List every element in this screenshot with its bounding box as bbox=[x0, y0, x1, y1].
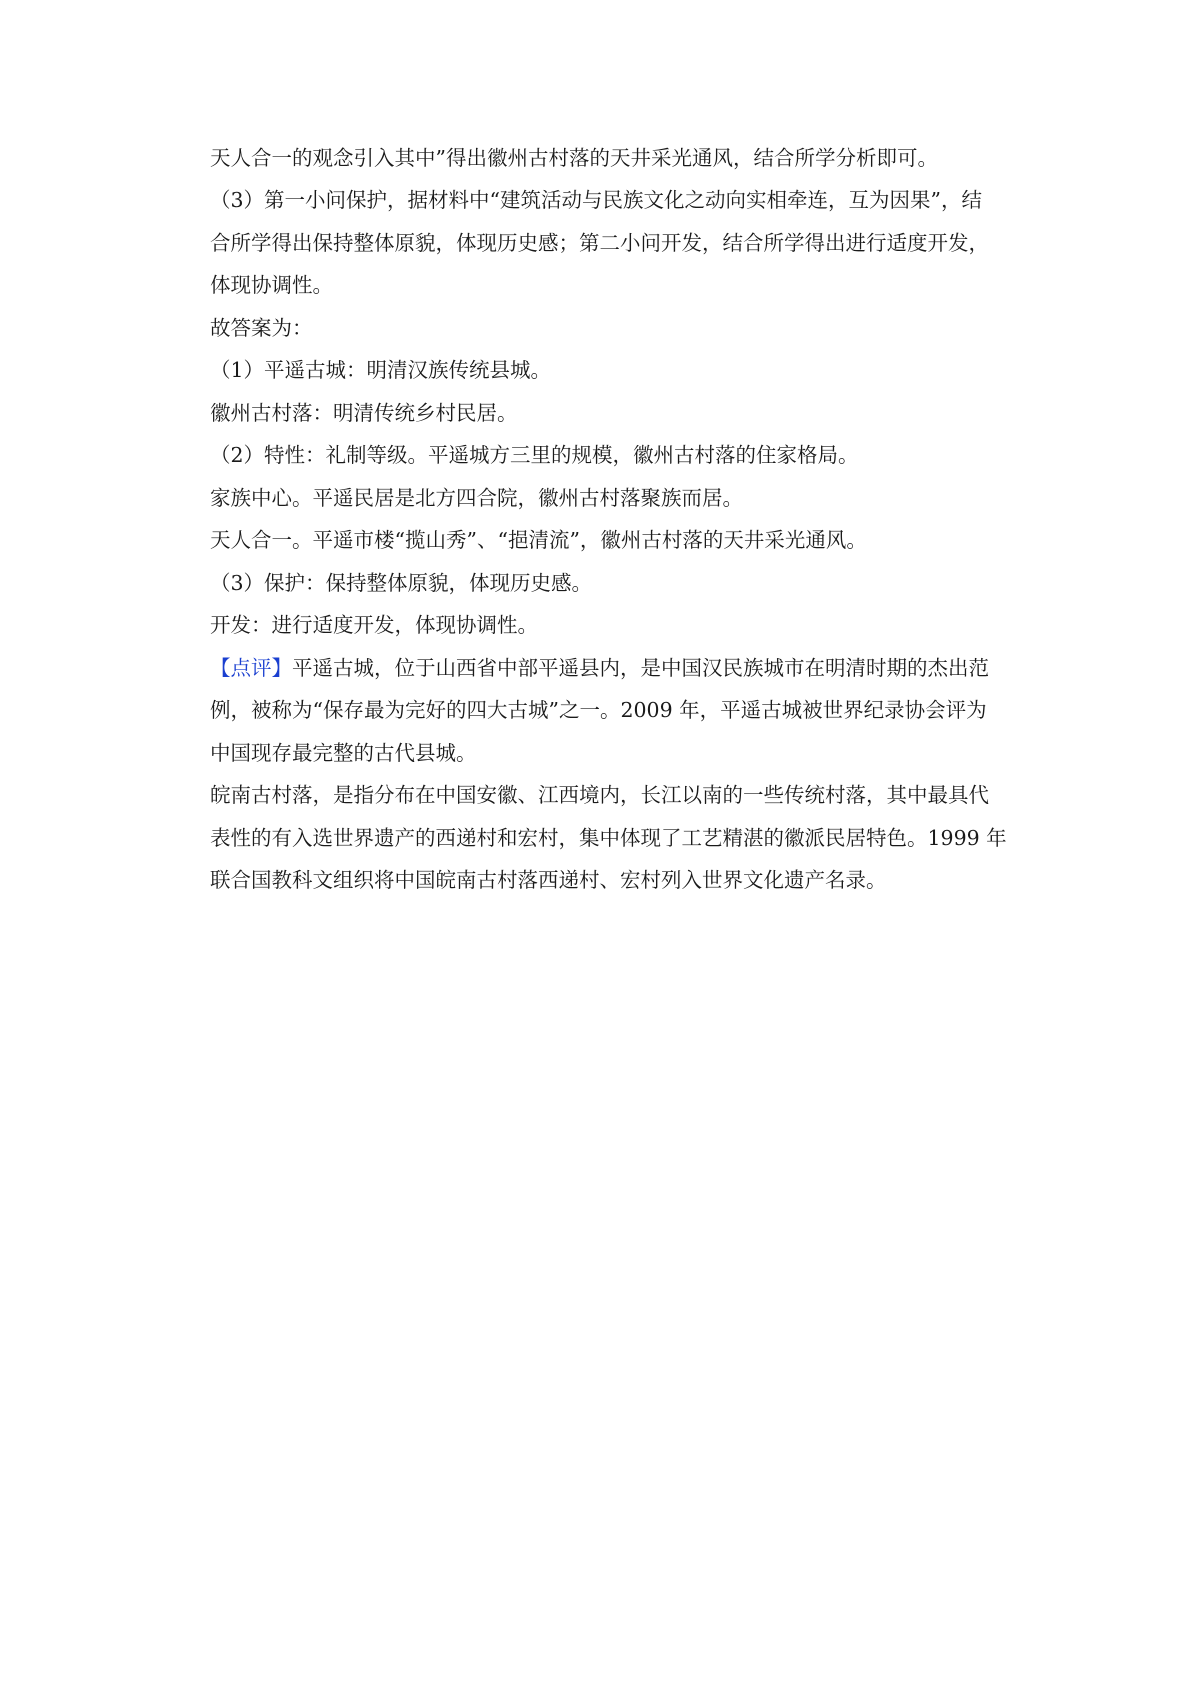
text-line: 徽州古村落：明清传统乡村民居。 bbox=[210, 401, 518, 425]
text-line: （1）平遥古城：明清汉族传统县城。 bbox=[210, 358, 552, 382]
text-line: 开发：进行适度开发，体现协调性。 bbox=[210, 613, 538, 637]
comment-line: 中国现存最完整的古代县城。 bbox=[210, 741, 477, 765]
text-line: （3）第一小问保护，据材料中“建筑活动与民族文化之动向实相牵连，互为因果”，结 bbox=[210, 188, 983, 212]
text-line: （2）特性：礼制等级。平遥城方三里的规模，徽州古村落的住家格局。 bbox=[210, 443, 859, 467]
text-line: 家族中心。平遥民居是北方四合院，徽州古村落聚族而居。 bbox=[210, 486, 743, 510]
text-line: 天人合一的观念引入其中”得出徽州古村落的天井采光通风，结合所学分析即可。 bbox=[210, 146, 938, 170]
comment-line: 例，被称为“保存最为完好的四大古城”之一。2009 年，平遥古城被世界纪录协会评为 bbox=[210, 698, 987, 722]
text-line: 天人合一。平遥市楼“揽山秀”、“挹清流”，徽州古村落的天井采光通风。 bbox=[210, 528, 867, 552]
comment-label: 【点评】 bbox=[210, 656, 292, 680]
comment-text: 平遥古城，位于山西省中部平遥县内，是中国汉民族城市在明清时期的杰出范 bbox=[292, 656, 989, 680]
text-line: 故答案为： bbox=[210, 316, 313, 340]
comment-line: 联合国教科文组织将中国皖南古村落西递村、宏村列入世界文化遗产名录。 bbox=[210, 868, 887, 892]
text-line: 合所学得出保持整体原貌，体现历史感；第二小问开发，结合所学得出进行适度开发， bbox=[210, 231, 989, 255]
comment-line: 皖南古村落，是指分布在中国安徽、江西境内，长江以南的一些传统村落，其中最具代 bbox=[210, 783, 989, 807]
comment-line: 表性的有入选世界遗产的西递村和宏村，集中体现了工艺精湛的徽派民居特色。1999 年 bbox=[210, 826, 1007, 850]
text-line: （3）保护：保持整体原貌，体现历史感。 bbox=[210, 571, 593, 595]
text-line: 体现协调性。 bbox=[210, 273, 333, 297]
comment-line bbox=[210, 654, 1020, 682]
